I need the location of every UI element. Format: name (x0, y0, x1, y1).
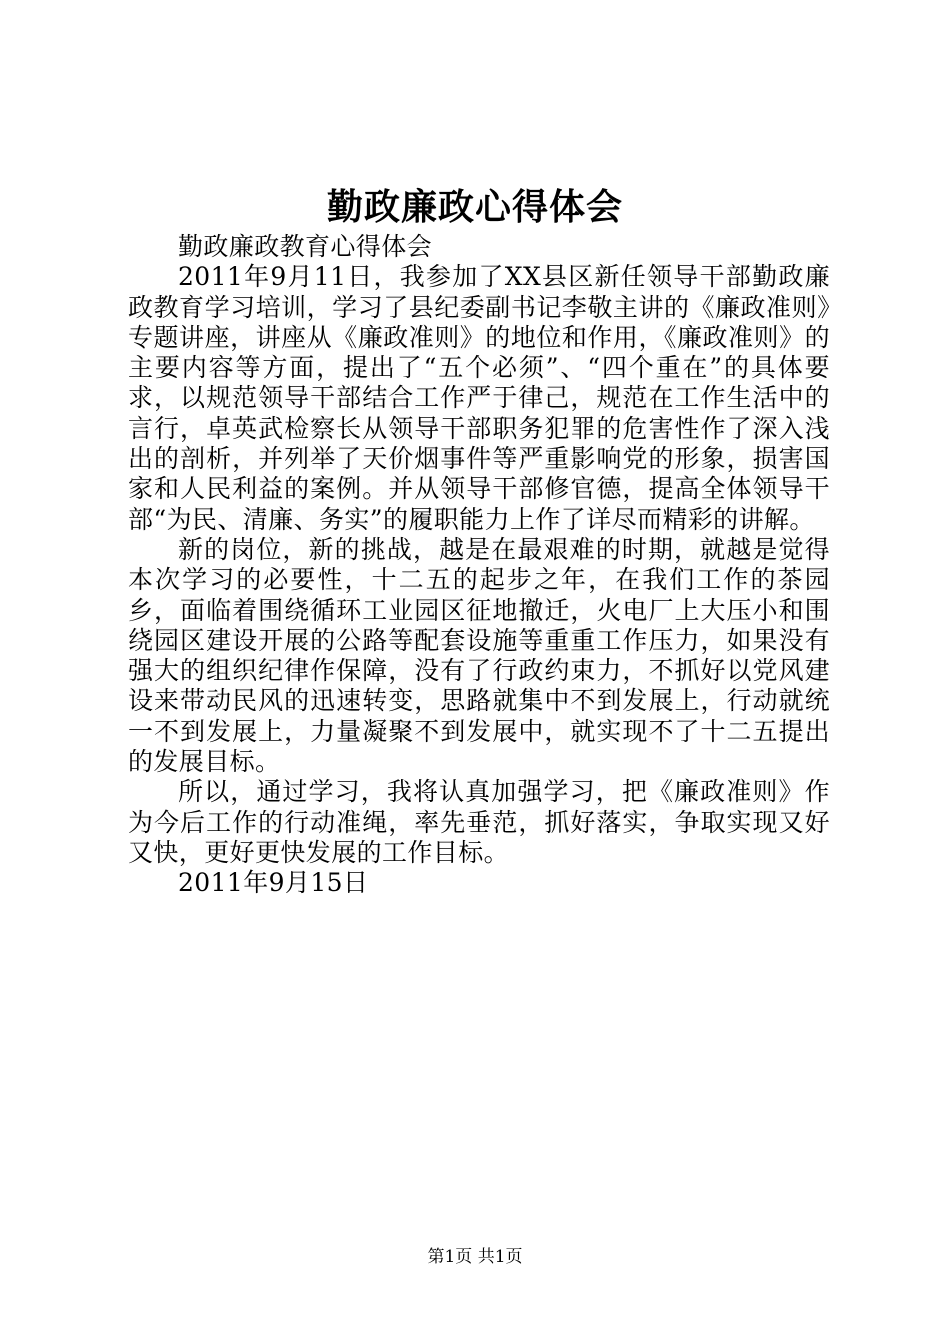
document-title: 勤政廉政心得体会 (326, 186, 623, 228)
body-paragraph-2: 新的岗位，新的挑战，越是在最艰难的时期，就越是觉得本次学习的必要性，十二五的起步之年，在我们工作的茶园乡，面临着围绕循环工业园区征地撤迁，火电厂上大压小和围绕园区建设开展的公路等配套设施等重重工作压力，如果没有强大的组织纪律作保障，没有了行政约束力，不抓好以党风建设来带动民风的迅速转变，思路就集中不到发展上，行动就统一不到发展上，力量凝聚不到发展中，就实现不了十二五提出的发展目标。 (128, 534, 830, 777)
document-body (128, 232, 830, 899)
date-line: 2011年9月15日 (178, 868, 369, 898)
body-paragraph-3: 所以，通过学习，我将认真加强学习，把《廉政准则》作为今后工作的行动准绳，率先垂范，抓好落实，争取实现又好又快，更好更快发展的工作目标。 (128, 777, 830, 867)
subtitle-paragraph: 勤政廉政教育心得体会 (178, 232, 433, 261)
body-paragraph-1: 2011年9月11日，我参加了XX县区新任领导干部勤政廉政教育学习培训，学习了县纪委副书记李敬主讲的《廉政准则》专题讲座，讲座从《廉政准则》的地位和作用，《廉政准则》的主要内容等方面，提出了“五个必须”、“四个重在”的具体要求，以规范领导干部结合工作严于律己，规范在工作生活中的言行，卓英武检察长从领导干部职务犯罪的危害性作了深入浅出的剖析，并列举了天价烟事件等严重影响党的形象，损害国家和人民利益的案例。并从领导干部修官德，提高全体领导干部“为民、清廉、务实”的履职能力上作了详尽而精彩的讲解。 (128, 262, 830, 534)
page-footer: 第1页 共1页 (427, 1247, 523, 1267)
